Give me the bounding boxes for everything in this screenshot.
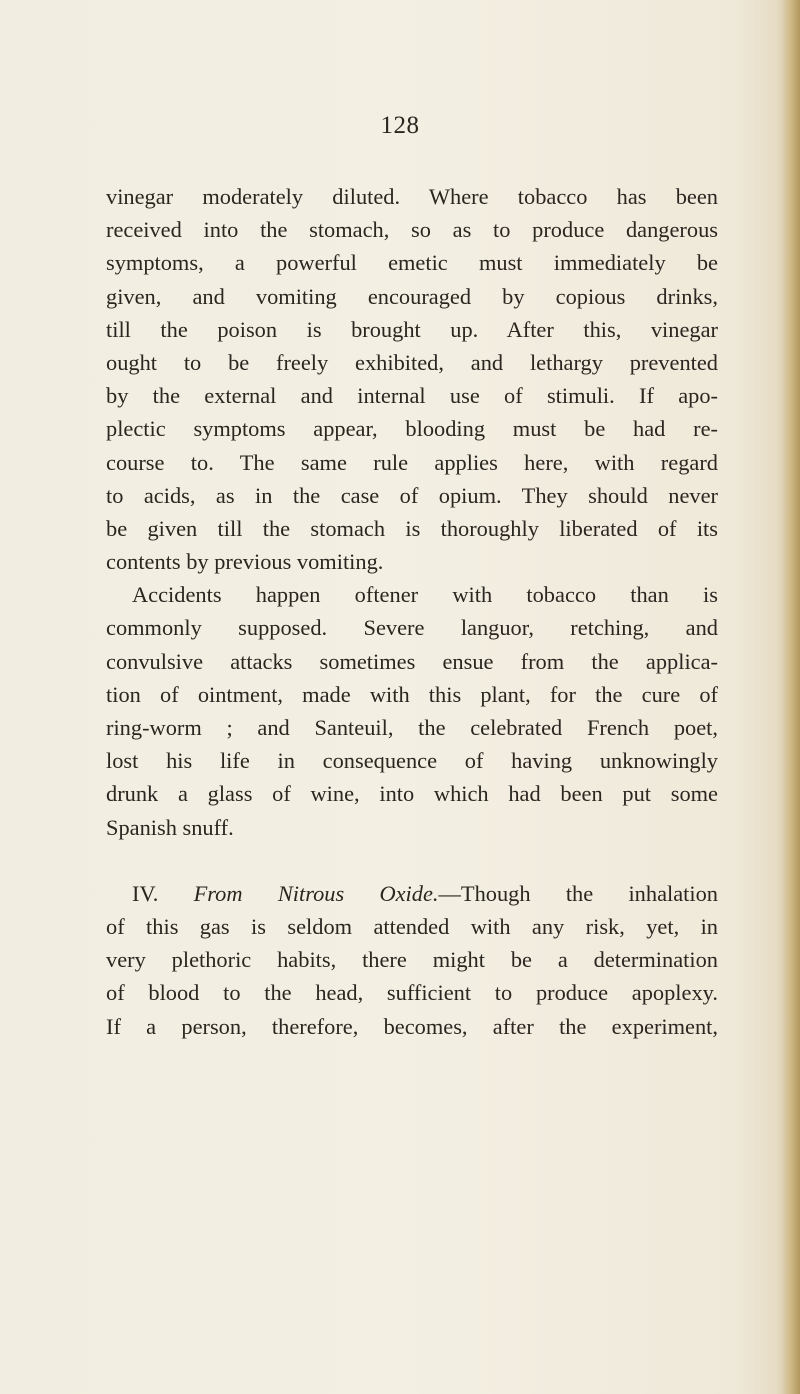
text-line: Spanish snuff. [106, 814, 234, 840]
text-line: commonly supposed. Severe languor, retching, and [106, 615, 718, 641]
text-line: If a person, therefore, becomes, after the experiment, [106, 1013, 718, 1039]
section-numeral: IV. [132, 880, 159, 906]
page-number: 128 [380, 112, 420, 139]
section-first-line [106, 877, 718, 910]
text-line: given, and vomiting encouraged by copious drinks, [106, 283, 718, 309]
text-line: to acids, as in the case of opium. They should never [106, 482, 718, 508]
text-line: lost his life in consequence of having unknowingly [106, 748, 718, 774]
text-line: drunk a glass of wine, into which had been put some [106, 781, 718, 807]
section-heading: From Nitrous Oxide. [193, 880, 439, 906]
text-line: Accidents happen oftener with tobacco than is [132, 582, 718, 608]
text-line: plectic symptoms appear, blooding must be had re- [106, 416, 718, 442]
text-line: of blood to the head, sufficient to produce apoplexy. [106, 980, 718, 1006]
text-line: ring-worm ; and Santeuil, the celebrated French poet, [106, 715, 718, 740]
text-line: course to. The same rule applies here, with regard [106, 449, 718, 475]
text-line: till the poison is brought up. After this, vinegar [106, 316, 718, 342]
page-edge-shading [782, 0, 800, 1394]
text-line: contents by previous vomiting. [106, 549, 384, 575]
text-line: by the external and internal use of stimuli. If apo- [106, 383, 718, 409]
text-line: be given till the stomach is thoroughly liberated of its [106, 515, 718, 541]
body-text [106, 180, 718, 1043]
text-line: of this gas is seldom attended with any risk, yet, in [106, 913, 718, 939]
section-first-line-text: —Though the inhalation [438, 880, 718, 906]
text-line: vinegar moderately diluted. Where tobacco has been [106, 184, 718, 209]
text-line: ought to be freely exhibited, and lethargy prevented [106, 349, 718, 375]
text-line: convulsive attacks sometimes ensue from the applica- [106, 648, 718, 674]
text-line: received into the stomach, so as to produce dangerous [106, 217, 718, 243]
text-line: tion of ointment, made with this plant, for the cure of [106, 681, 718, 707]
text-line: symptoms, a powerful emetic must immediately be [106, 250, 718, 276]
text-line: very plethoric habits, there might be a determination [106, 947, 718, 973]
